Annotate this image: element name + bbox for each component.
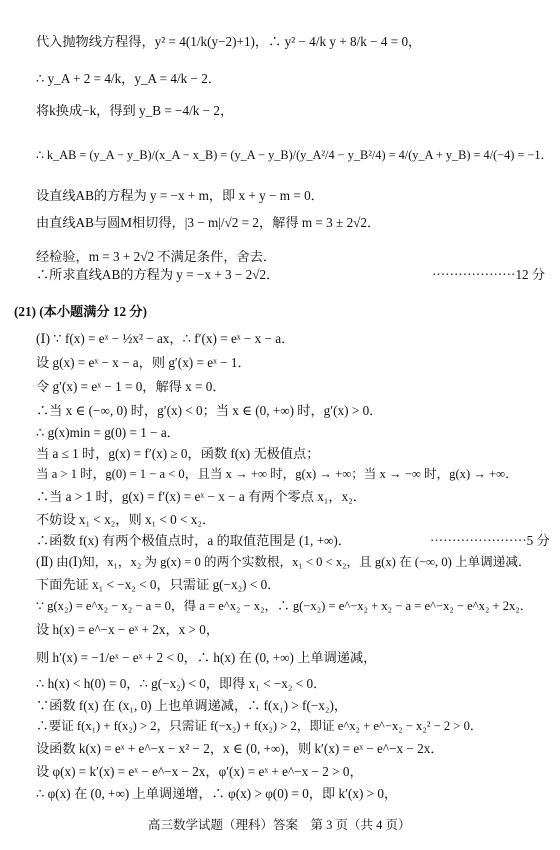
solution-line: ∵函数 f(x) 在 (x₁, 0) 上也单调递减，∴ f(x₁) > f(−x₂)， <box>36 698 348 713</box>
solution-line: 设直线AB的方程为 y = −x + m，即 x + y − m = 0． <box>36 188 324 203</box>
solution-line: 当 a > 1 时，g(0) = 1 − a < 0，且当 x → +∞ 时，g(x) → +∞；当 x → −∞ 时，g(x) → +∞． <box>36 467 518 481</box>
solution-line: 设 g(x) = eˣ − x − a，则 g′(x) = eˣ − 1． <box>36 355 251 370</box>
solution-line: ∴ h(x) < h(0) = 0，∴ g(−x₂) < 0，即得 x₁ < −x₂ < 0． <box>36 676 327 691</box>
solution-line: 令 g′(x) = eˣ − 1 = 0，解得 x = 0． <box>36 379 226 394</box>
solution-line: ∴ g(x)min = g(0) = 1 − a． <box>36 425 180 440</box>
solution-line: (Ⅱ) 由(Ⅰ)知，x₁，x₂ 为 g(x) = 0 的两个实数根，x₁ < 0 < x₂，且 g(x) 在 (−∞, 0) 上单调递减． <box>36 555 531 569</box>
solution-line: 下面先证 x₁ < −x₂ < 0，只需证 g(−x₂) < 0． <box>36 577 281 592</box>
solution-line: ∴要证 f(x₁) + f(x₂) > 2，只需证 f(−x₂) + f(x₂) > 2，即证 e^x₂ + e^−x₂ − x₂² − 2 > 0． <box>36 719 483 733</box>
solution-line: ∴函数 f(x) 有两个极值点时，a 的取值范围是 (1, +∞)． <box>36 533 351 548</box>
problem-heading: (21) (本小题满分 12 分) <box>14 304 147 319</box>
solution-line: ∵ g(x₂) = e^x₂ − x₂ − a = 0，得 a = e^x₂ − x₂，∴ g(−x₂) = e^−x₂ + x₂ − a = e^−x₂ − e^x₂ + 2x₂． <box>36 599 533 613</box>
solution-line: (Ⅰ) ∵ f(x) = eˣ − ½x² − ax，∴ f′(x) = eˣ − x − a． <box>36 331 295 346</box>
solution-line: 不妨设 x₁ < x₂，则 x₁ < 0 < x₂． <box>36 512 216 527</box>
solution-line: ∴ k_AB = (y_A − y_B)/(x_A − x_B) = (y_A − y_B)/(y_A²/4 − y_B²/4) = 4/(y_A + y_B) = 4/(−4) = −1． <box>36 148 553 162</box>
solution-line: ∴ φ(x) 在 (0, +∞) 上单调递增，∴ φ(x) > φ(0) = 0，即 k′(x) > 0， <box>36 786 398 801</box>
solution-line: ∴当 a > 1 时，g(x) = f′(x) = eˣ − x − a 有两个零点 x₁，x₂． <box>36 489 366 504</box>
score-mark: ···················12 分 <box>432 267 546 282</box>
solution-line: 设 h(x) = e^−x − eˣ + 2x，x > 0， <box>36 622 220 637</box>
solution-line: 设 φ(x) = k′(x) = eˣ − e^−x − 2x，φ′(x) = eˣ + e^−x − 2 > 0， <box>36 764 363 779</box>
solution-line: 当 a ≤ 1 时，g(x) = f′(x) ≥ 0，函数 f(x) 无极值点； <box>36 446 320 461</box>
solution-line: 则 h′(x) = −1/eˣ − eˣ + 2 < 0，∴ h(x) 在 (0, +∞) 上单调递减， <box>36 650 377 665</box>
solution-line: 代入抛物线方程得，y² = 4(1/k(y−2)+1)，∴ y² − 4/k y + 8/k − 4 = 0， <box>36 34 422 49</box>
solution-line: 设函数 k(x) = eˣ + e^−x − x² − 2，x ∈ (0, +∞)，则 k′(x) = eˣ − e^−x − 2x． <box>36 741 444 756</box>
solution-line: 将k换成−k，得到 y_B = −4/k − 2， <box>36 103 234 118</box>
solution-line: 由直线AB与圆M相切得，|3 − m|/√2 = 2，解得 m = 3 ± 2√2． <box>36 215 381 230</box>
solution-line: ∴所求直线AB的方程为 y = −x + 3 − 2√2． <box>36 267 280 282</box>
solution-line: ∴ y_A + 2 = 4/k，y_A = 4/k − 2． <box>36 71 222 86</box>
page-footer: 高三数学试题（理科）答案 第 3 页（共 4 页） <box>148 818 411 832</box>
solution-line: 经检验，m = 3 + 2√2 不满足条件，舍去． <box>36 249 277 264</box>
solution-line: ∴当 x ∈ (−∞, 0) 时，g′(x) < 0；当 x ∈ (0, +∞) 时，g′(x) > 0． <box>36 403 383 418</box>
score-mark: ······················5 分 <box>430 533 550 548</box>
